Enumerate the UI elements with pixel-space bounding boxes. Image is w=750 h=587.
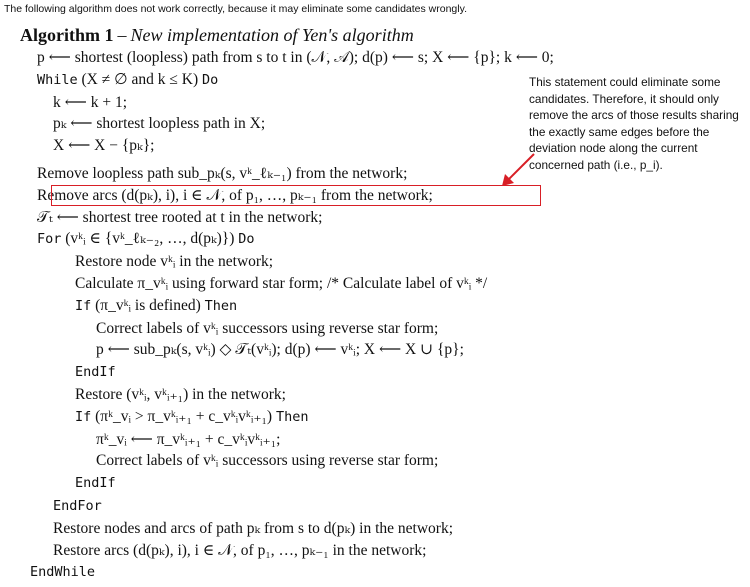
keyword-endwhile: EndWhile xyxy=(30,564,96,581)
algo-line-3 xyxy=(20,92,540,114)
keyword-then: Then xyxy=(204,297,238,314)
algorithm-number: Algorithm 1 xyxy=(20,25,114,45)
algorithm-title xyxy=(20,24,540,46)
algo-line-4 xyxy=(20,113,540,135)
algo-line-20 xyxy=(20,472,540,495)
highlight-box xyxy=(51,185,541,206)
algo-line-17 xyxy=(20,406,540,429)
algo-line-text: Restore node vᵏᵢ in the network; xyxy=(75,253,274,271)
algo-line-text: (X ≠ ∅ and k ≤ K) xyxy=(77,70,202,88)
red-arrow-icon xyxy=(498,152,538,192)
title-dash: – xyxy=(117,25,127,45)
keyword-for: For xyxy=(37,231,62,248)
algorithm-block xyxy=(20,24,554,584)
algo-line-text: Calculate π_vᵏᵢ using forward star form; /* Calculate label of vᵏᵢ */ xyxy=(75,274,488,292)
annotation-note: This statement could eliminate some candidates. Therefore, it should only remove the arcs of those results sharing the exactly same edges before the deviation node along the current concerned path (i.e., p_i). xyxy=(529,75,739,172)
algo-line-16 xyxy=(20,384,540,406)
keyword-then: Then xyxy=(275,408,309,425)
algo-line-6 xyxy=(20,163,540,185)
algo-line-2 xyxy=(20,69,540,92)
algo-line-text: k ⟵ k + 1; xyxy=(53,93,128,111)
keyword-endif: EndIf xyxy=(75,364,116,381)
algo-line-9 xyxy=(20,228,540,251)
algo-line-text: p ⟵ sub_pₖ(s, vᵏᵢ) ◇ 𝒯ₜ(vᵏᵢ); d(p) ⟵ vᵏᵢ; X ⟵ X ∪ {p}; xyxy=(96,341,464,359)
algo-line-7-highlighted xyxy=(20,185,535,207)
algo-line-text: Restore (vᵏᵢ, vᵏᵢ₊₁) in the network; xyxy=(75,385,286,403)
algo-line-text: (vᵏᵢ ∈ {vᵏ_ℓₖ₋₂, …, d(pₖ)}) xyxy=(61,230,239,248)
algo-line-text: Correct labels of vᵏᵢ successors using reverse star form; xyxy=(96,452,439,470)
top-note: The following algorithm does not work correctly, because it may eliminate some candidates wrongly. xyxy=(4,3,467,15)
algorithm-name: New implementation of Yen's algorithm xyxy=(130,25,414,45)
algo-line-12 xyxy=(20,295,540,318)
algo-line-11 xyxy=(20,273,540,295)
algo-line-19 xyxy=(20,450,540,472)
algo-line-text: Restore nodes and arcs of path pₖ from s to d(pₖ) in the network; xyxy=(53,519,454,537)
algo-line-text: Restore arcs (d(pₖ), i), i ∈ 𝒩, of p₁, …, pₖ₋₁ in the network; xyxy=(53,541,427,559)
algo-line-15 xyxy=(20,361,540,384)
algo-line-5 xyxy=(20,135,540,157)
algo-line-text: Correct labels of vᵏᵢ successors using reverse star form; xyxy=(96,319,439,337)
algo-line-23 xyxy=(20,540,540,562)
keyword-if: If xyxy=(75,297,92,314)
algo-line-text: (πᵏ_vᵢ > π_vᵏᵢ₊₁ + c_vᵏᵢvᵏᵢ₊₁) xyxy=(91,407,276,425)
algo-line-8 xyxy=(20,207,540,229)
algo-line-text: pₖ ⟵ shortest loopless path in X; xyxy=(53,115,266,133)
keyword-endfor: EndFor xyxy=(53,497,102,514)
algo-line-1 xyxy=(20,47,554,69)
keyword-endif: EndIf xyxy=(75,475,116,492)
algo-line-text: Remove loopless path sub_pₖ(s, vᵏ_ℓₖ₋₁) from the network; xyxy=(37,164,408,182)
algo-line-18 xyxy=(20,429,540,451)
algo-line-text: X ⟵ X − {pₖ}; xyxy=(53,137,155,155)
keyword-do: Do xyxy=(238,231,255,248)
keyword-do: Do xyxy=(202,71,219,88)
algo-line-24 xyxy=(20,561,540,584)
keyword-while: While xyxy=(37,71,78,88)
algo-line-22 xyxy=(20,518,540,540)
algo-line-text: (π_vᵏᵢ is defined) xyxy=(91,296,205,314)
algo-line-21 xyxy=(20,495,540,518)
algo-line-14 xyxy=(20,339,540,361)
keyword-if: If xyxy=(75,408,92,425)
algo-line-13 xyxy=(20,318,540,340)
algo-line-10 xyxy=(20,251,540,273)
algo-line-text: 𝒯ₜ ⟵ shortest tree rooted at t in the network; xyxy=(37,208,323,226)
algo-line-text: πᵏ_vᵢ ⟵ π_vᵏᵢ₊₁ + c_vᵏᵢvᵏᵢ₊₁; xyxy=(96,430,281,448)
algo-line-text: Remove arcs (d(pₖ), i), i ∈ 𝒩, of p₁, …, pₖ₋₁ from the network; xyxy=(37,186,433,204)
algo-line-text: p ⟵ shortest (loopless) path from s to t in (𝒩, 𝒜); d(p) ⟵ s; X ⟵ {p}; k ⟵ 0; xyxy=(37,49,554,66)
